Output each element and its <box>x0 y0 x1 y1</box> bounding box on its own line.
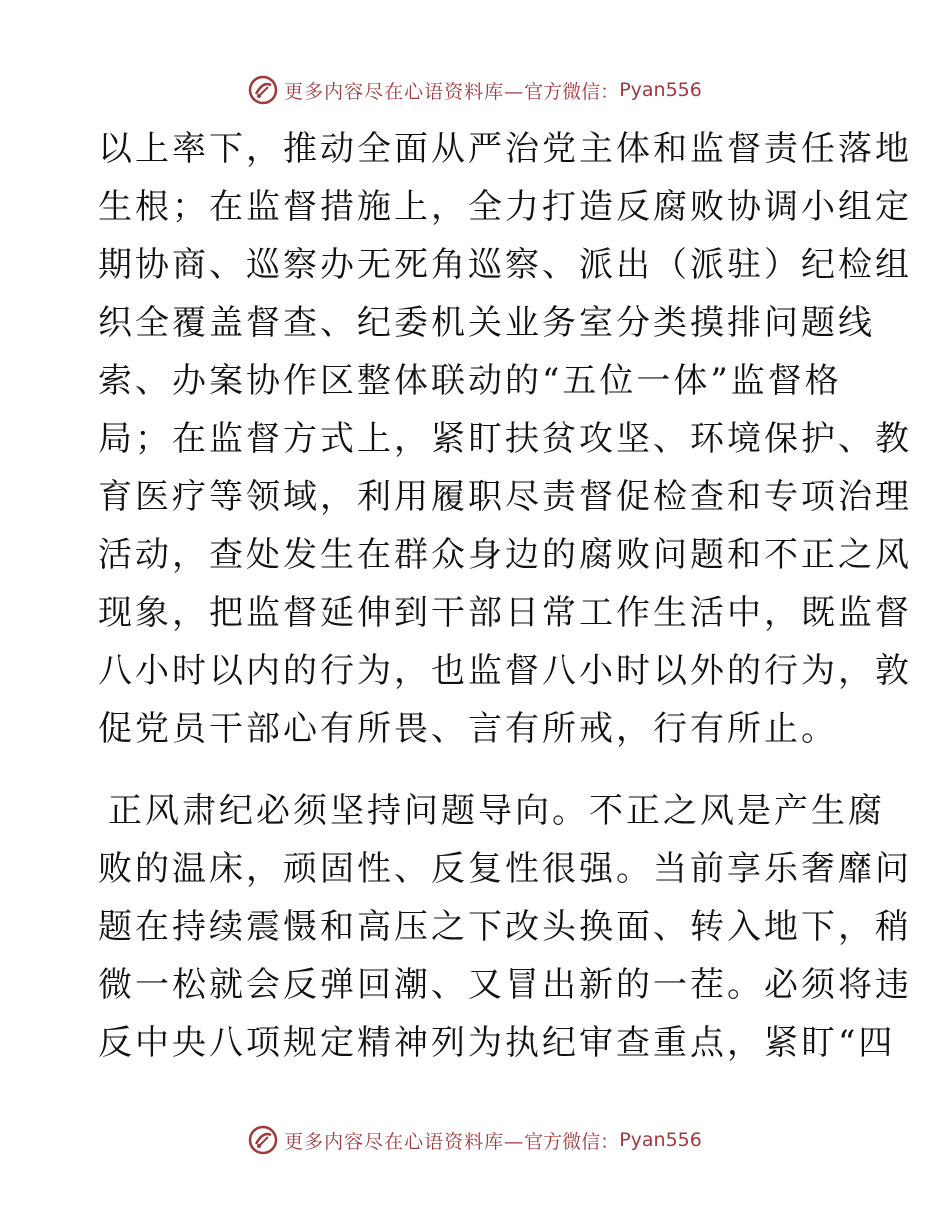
header-watermark <box>0 70 950 110</box>
text-line: 活动，查处发生在群众身边的腐败问题和不正之风 <box>98 535 912 575</box>
text-line: 育医疗等领域，利用履职尽责督促检查和专项治理 <box>98 477 912 517</box>
text-line: 索、办案协作区整体联动的“五位一体”监督格 <box>98 361 842 401</box>
footer-watermark <box>0 1120 950 1160</box>
text-line: 败的温床，顽固性、反复性很强。当前享乐奢靡问 <box>98 849 912 889</box>
text-line: 局；在监督方式上，紧盯扶贫攻坚、环境保护、教 <box>98 419 912 459</box>
text-line: 以上率下，推动全面从严治党主体和监督责任落地 <box>98 129 912 169</box>
text-line: 生根；在监督措施上，全力打造反腐败协调小组定 <box>98 187 912 227</box>
watermark-wechat-label: 官方微信： <box>524 80 620 103</box>
text-line: 现象，把监督延伸到干部日常工作生活中，既监督 <box>98 593 912 633</box>
watermark-site-text: 更多内容尽在心语资料库— <box>284 1130 525 1153</box>
text-line: 促党员干部心有所畏、言有所戒，行有所止。 <box>98 709 838 749</box>
text-line: 期协商、巡察办无死角巡察、派出（派驻）纪检组 <box>98 245 912 285</box>
text-line: 织全覆盖督查、纪委机关业务室分类摸排问题线 <box>98 303 875 343</box>
watermark-wechat-id: Pyan556 <box>619 79 702 101</box>
watermark-site-text: 更多内容尽在心语资料库— <box>284 80 525 103</box>
library-logo-icon <box>248 75 278 105</box>
paragraph-1 <box>98 120 912 758</box>
watermark-wechat-label: 官方微信： <box>524 1130 620 1153</box>
document-body <box>98 120 912 1072</box>
text-line: 八小时以内的行为，也监督八小时以外的行为，敦 <box>98 651 912 691</box>
text-line: 题在持续震慑和高压之下改头换面、转入地下，稍 <box>98 907 912 947</box>
paragraph-2 <box>98 782 912 1072</box>
text-line: 正风肃纪必须坚持问题导向。不正之风是产生腐 <box>108 791 885 831</box>
text-line: 反中央八项规定精神列为执纪审查重点，紧盯“四 <box>98 1023 896 1063</box>
library-logo-icon <box>248 1125 278 1155</box>
text-line: 微一松就会反弹回潮、又冒出新的一茬。必须将违 <box>98 965 912 1005</box>
paragraph-gap <box>98 758 858 782</box>
watermark-wechat-id: Pyan556 <box>619 1129 702 1151</box>
